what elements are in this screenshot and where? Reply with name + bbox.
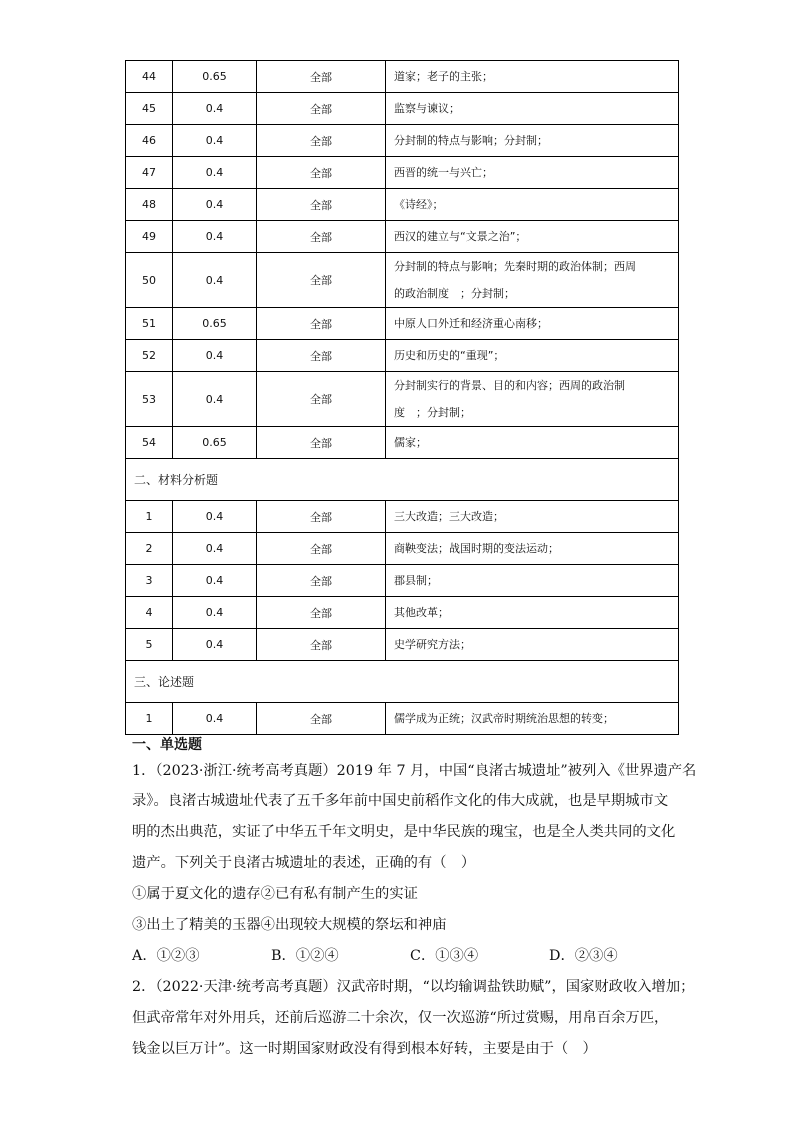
row-scope: 全部	[257, 61, 386, 93]
row-topic	[386, 629, 679, 661]
row-topic	[386, 533, 679, 565]
question-2-line: 2．（2022·天津·统考高考真题）汉武帝时期，“以均输调盐铁助赋”，国家财政收入增加；	[132, 979, 695, 995]
question-1-line: 1．（2023·浙江·统考高考真题）2019 年 7 月，中国“良渚古城遗址”被列入《世界遗产名	[132, 763, 697, 779]
answer-table	[125, 60, 679, 735]
table-row	[126, 61, 679, 93]
row-scope: 全部	[257, 501, 386, 533]
row-topic	[386, 157, 679, 189]
table-row	[126, 597, 679, 629]
question-2-line: 但武帝常年对外用兵，还前后巡游二十余次，仅一次巡游“所过赏赐，用帛百余万匹，	[132, 1010, 669, 1026]
topic-line: 儒家；	[394, 435, 427, 449]
option-d[interactable]: D．②③④	[549, 948, 618, 964]
row-score: 0.4	[173, 189, 257, 221]
row-topic	[386, 308, 679, 340]
row-topic	[386, 427, 679, 459]
row-topic	[386, 703, 679, 735]
topic-line: 史学研究方法；	[394, 637, 471, 651]
table-row	[126, 93, 679, 125]
row-scope: 全部	[257, 533, 386, 565]
option-b[interactable]: B．①②④	[271, 948, 339, 964]
row-scope: 全部	[257, 125, 386, 157]
row-score: 0.4	[173, 533, 257, 565]
row-scope: 全部	[257, 189, 386, 221]
row-scope: 全部	[257, 308, 386, 340]
row-score: 0.4	[173, 501, 257, 533]
row-score: 0.4	[173, 629, 257, 661]
topic-line: 分封制实行的背景、目的和内容；西周的政治制	[394, 379, 625, 392]
row-number: 50	[126, 253, 173, 308]
topic-line: 西晋的统一与兴亡；	[394, 165, 493, 179]
topic-line: 西汉的建立与“文景之治”；	[394, 229, 527, 243]
option-a[interactable]: A．①②③	[132, 948, 200, 964]
table-row	[126, 340, 679, 372]
answer-table-body	[126, 61, 679, 735]
row-scope: 全部	[257, 372, 386, 427]
row-score: 0.4	[173, 253, 257, 308]
section-title: 三、论述题	[126, 661, 679, 703]
topic-line: 三大改造；三大改造；	[394, 509, 504, 523]
row-number: 1	[126, 703, 173, 735]
table-row	[126, 565, 679, 597]
question-1-line: 遗产。下列关于良渚古城遗址的表述，正确的有（ ）	[132, 855, 476, 871]
row-number: 47	[126, 157, 173, 189]
row-number: 2	[126, 533, 173, 565]
topic-line: 历史和历史的“重现”；	[394, 348, 505, 362]
row-score: 0.4	[173, 597, 257, 629]
topic-line: 《诗经》；	[394, 197, 444, 211]
row-score: 0.4	[173, 157, 257, 189]
topic-line: 商鞅变法；战国时期的变法运动；	[394, 541, 559, 555]
row-topic	[386, 565, 679, 597]
row-topic	[386, 221, 679, 253]
topic-line: 度 ；分封制；	[394, 406, 471, 419]
row-number: 45	[126, 93, 173, 125]
row-topic	[386, 61, 679, 93]
row-number: 4	[126, 597, 173, 629]
row-score: 0.65	[173, 61, 257, 93]
row-score: 0.4	[173, 703, 257, 735]
row-score: 0.4	[173, 372, 257, 427]
row-scope: 全部	[257, 565, 386, 597]
table-row	[126, 308, 679, 340]
topic-line: 儒学成为正统；汉武帝时期统治思想的转变；	[394, 711, 614, 725]
row-number: 49	[126, 221, 173, 253]
table-row	[126, 189, 679, 221]
question-1-line: 录》。良渚古城遗址代表了五千多年前中国史前稻作文化的伟大成就，也是早期城市文	[132, 793, 669, 809]
option-c[interactable]: C．①③④	[410, 948, 479, 964]
row-score: 0.4	[173, 125, 257, 157]
table-row	[126, 372, 679, 427]
row-topic	[386, 501, 679, 533]
row-scope: 全部	[257, 629, 386, 661]
row-number: 3	[126, 565, 173, 597]
question-1-statement: ①属于夏文化的遗存②已有私有制产生的实证	[132, 886, 418, 902]
topic-line: 分封制的特点与影响；分封制；	[394, 133, 548, 147]
row-number: 5	[126, 629, 173, 661]
row-score: 0.65	[173, 427, 257, 459]
row-number: 48	[126, 189, 173, 221]
table-row	[126, 157, 679, 189]
row-scope: 全部	[257, 253, 386, 308]
row-topic	[386, 372, 679, 427]
table-row	[126, 427, 679, 459]
table-row	[126, 533, 679, 565]
row-number: 53	[126, 372, 173, 427]
topic-line: 监察与谏议；	[394, 101, 460, 115]
section-row-essay	[126, 661, 679, 703]
row-number: 51	[126, 308, 173, 340]
row-topic	[386, 125, 679, 157]
section-heading-single-choice: 一、单选题	[132, 737, 202, 753]
topic-line: 的政治制度 ；分封制；	[394, 287, 515, 300]
row-score: 0.4	[173, 340, 257, 372]
row-topic	[386, 597, 679, 629]
row-score: 0.4	[173, 221, 257, 253]
question-1-line: 明的杰出典范，实证了中华五千年文明史，是中华民族的瑰宝，也是全人类共同的文化	[132, 824, 676, 840]
table-row	[126, 221, 679, 253]
row-scope: 全部	[257, 597, 386, 629]
row-topic	[386, 340, 679, 372]
question-2-line: 钱金以巨万计”。这一时期国家财政没有得到根本好转，主要是由于（ ）	[132, 1041, 597, 1057]
row-number: 46	[126, 125, 173, 157]
topic-line: 其他改革；	[394, 605, 449, 619]
row-number: 1	[126, 501, 173, 533]
row-scope: 全部	[257, 221, 386, 253]
topic-line: 道家；老子的主张；	[394, 69, 493, 83]
topic-line: 分封制的特点与影响；先秦时期的政治体制；西周	[394, 260, 636, 273]
topic-line: 中原人口外迁和经济重心南移；	[394, 316, 548, 330]
row-scope: 全部	[257, 157, 386, 189]
table-row	[126, 125, 679, 157]
topic-line: 郡县制；	[394, 573, 438, 587]
row-number: 54	[126, 427, 173, 459]
row-score: 0.4	[173, 565, 257, 597]
row-scope: 全部	[257, 340, 386, 372]
table-row	[126, 501, 679, 533]
section-row-material-analysis	[126, 459, 679, 501]
row-score: 0.4	[173, 93, 257, 125]
row-topic	[386, 253, 679, 308]
row-number: 52	[126, 340, 173, 372]
row-topic	[386, 189, 679, 221]
row-scope: 全部	[257, 703, 386, 735]
question-1-statement: ③出土了精美的玉器④出现较大规模的祭坛和神庙	[132, 917, 447, 933]
row-score: 0.65	[173, 308, 257, 340]
table-row	[126, 253, 679, 308]
row-topic	[386, 93, 679, 125]
section-title: 二、材料分析题	[126, 459, 679, 501]
row-scope: 全部	[257, 93, 386, 125]
table-row	[126, 703, 679, 735]
table-row	[126, 629, 679, 661]
row-scope: 全部	[257, 427, 386, 459]
row-number: 44	[126, 61, 173, 93]
